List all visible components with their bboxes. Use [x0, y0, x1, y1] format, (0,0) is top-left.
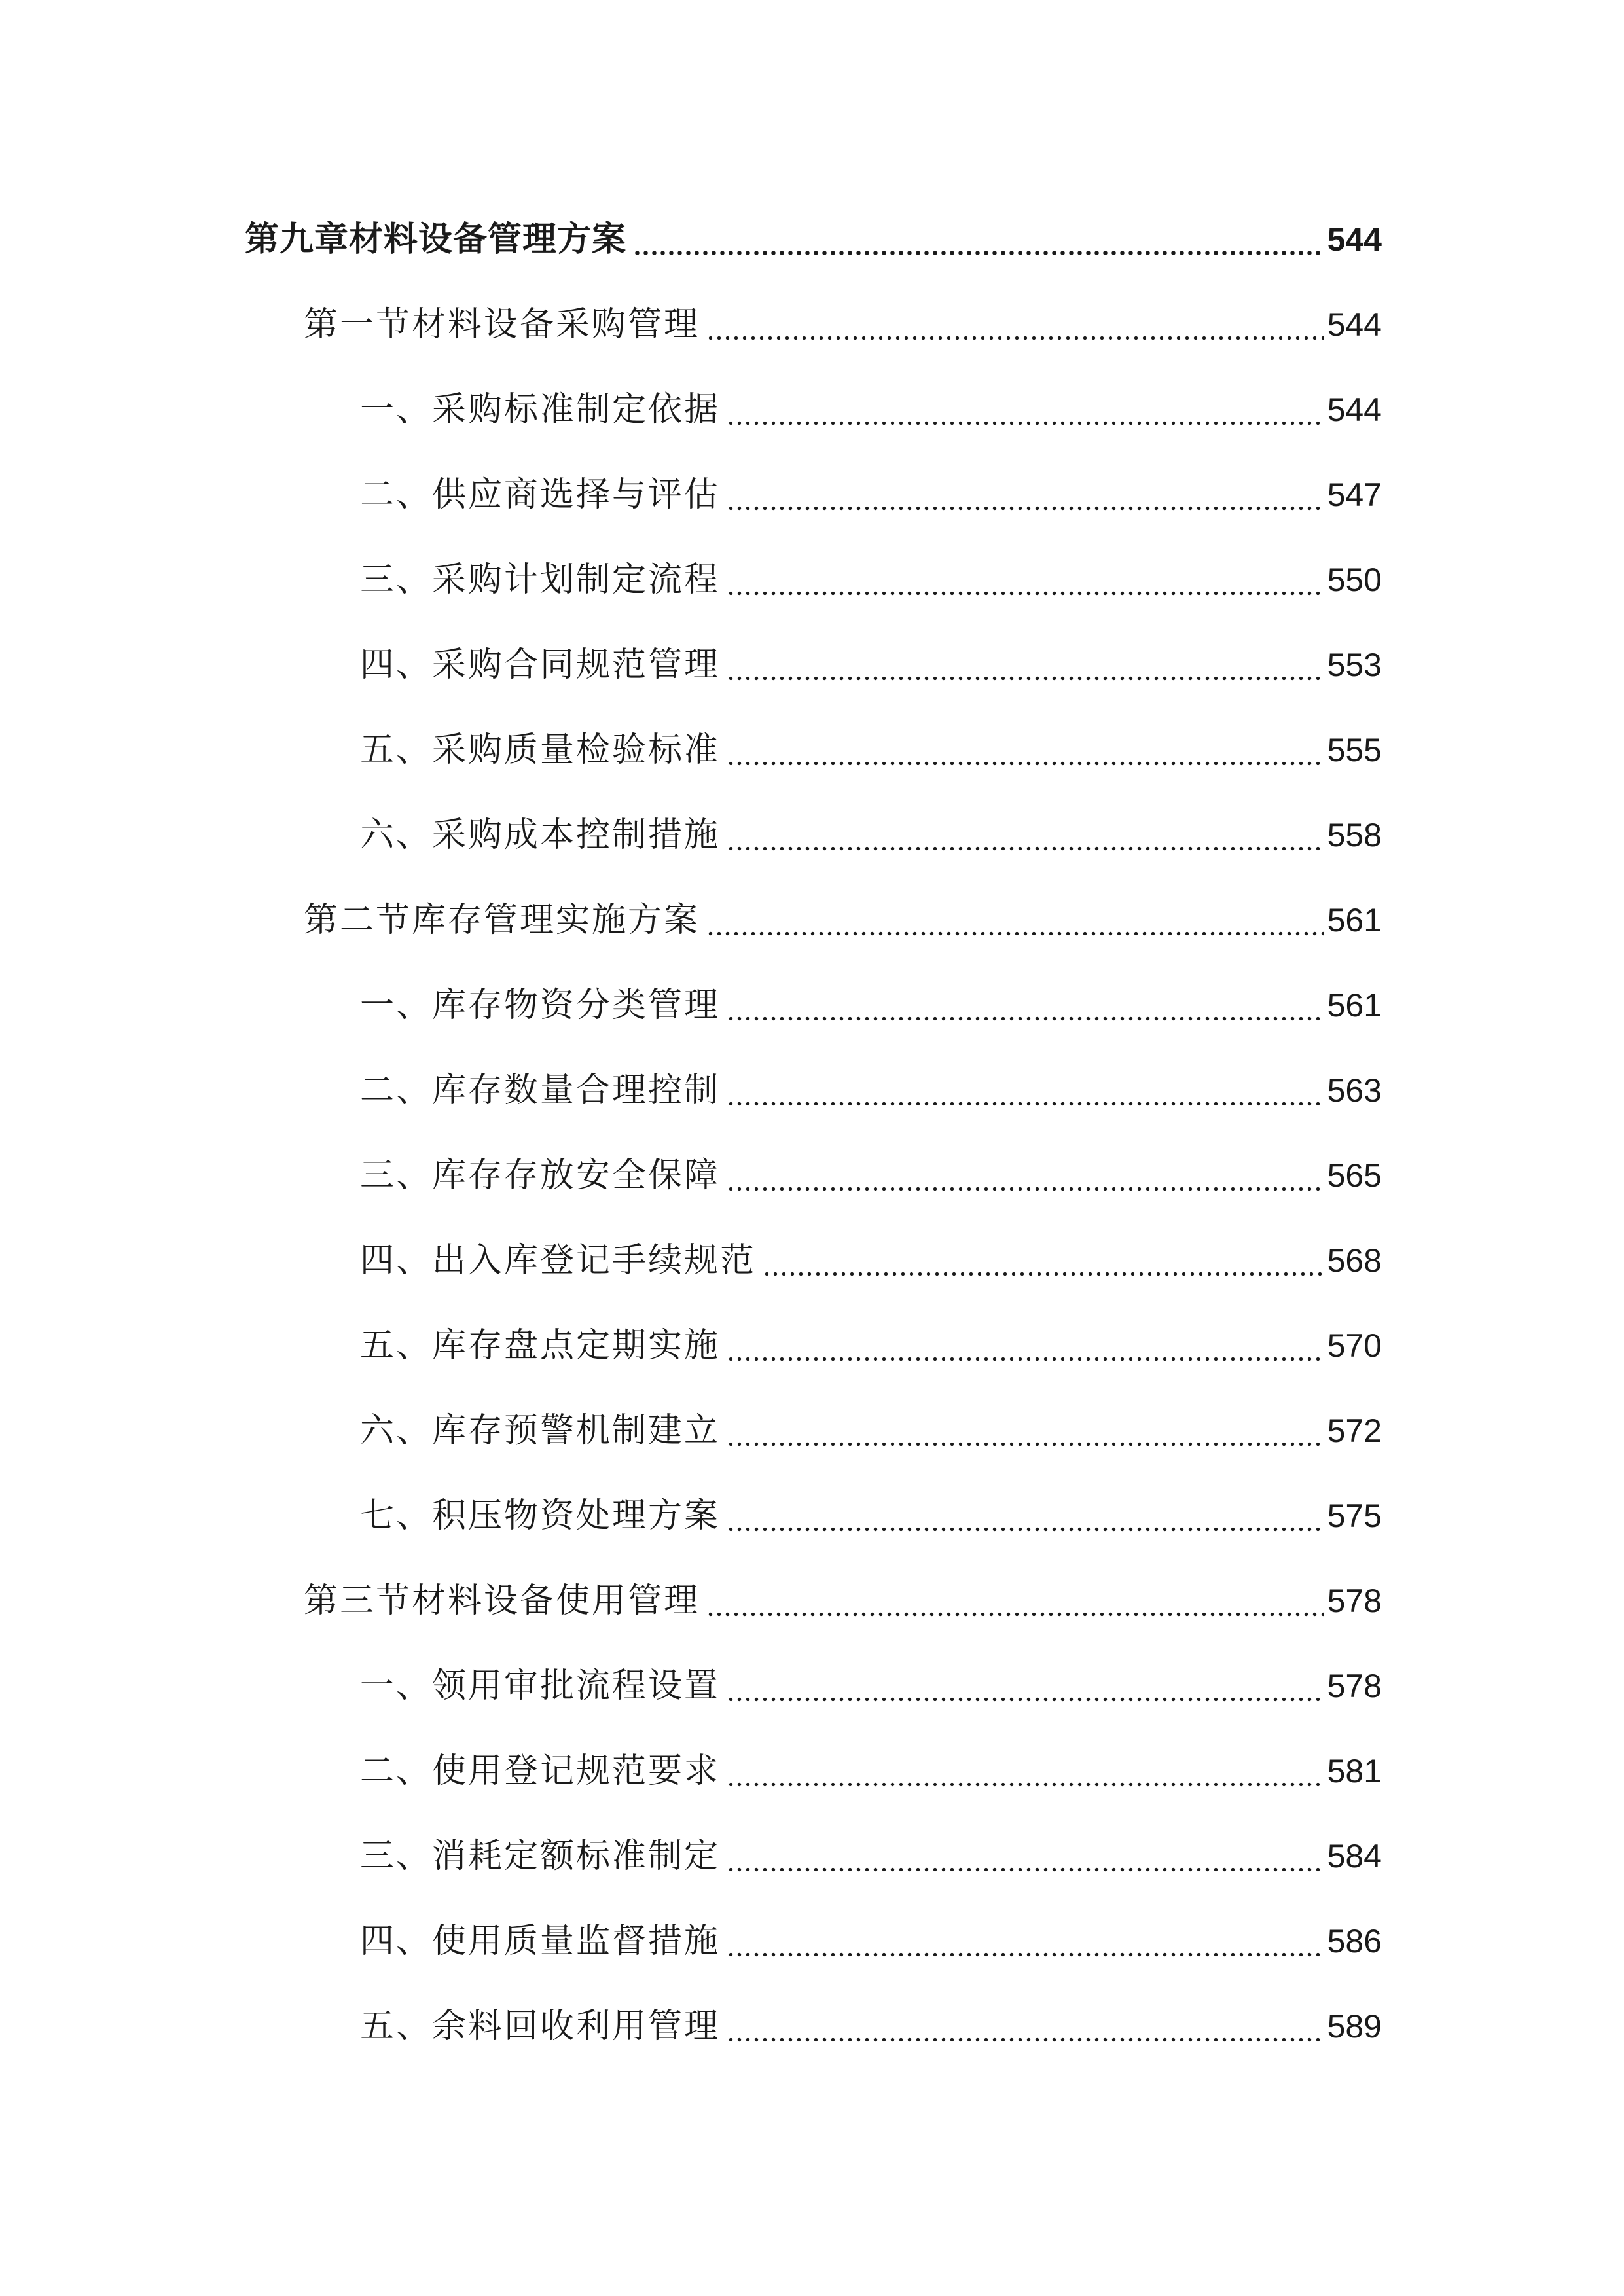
toc-title: 二、库存数量合理控制	[360, 1071, 721, 1110]
toc-dot-leader	[763, 1234, 1324, 1287]
toc-page-number: 553	[1327, 647, 1382, 683]
toc-dot-leader	[727, 1319, 1324, 1372]
toc-item[interactable]	[360, 469, 1382, 521]
toc-item[interactable]	[360, 1234, 1382, 1287]
toc-dot-leader	[727, 1660, 1324, 1712]
toc-section-1[interactable]	[304, 298, 1382, 351]
toc-item[interactable]	[360, 1830, 1382, 1882]
toc-title: 六、采购成本控制措施	[360, 816, 721, 855]
toc-title: 三、消耗定额标准制定	[360, 1837, 721, 1876]
toc-item[interactable]	[360, 1319, 1382, 1372]
toc-dot-leader	[727, 979, 1324, 1031]
toc-page-number: 575	[1327, 1498, 1382, 1534]
toc-page-number: 547	[1327, 476, 1382, 513]
toc-chapter-9[interactable]	[245, 213, 1382, 266]
toc-item[interactable]	[360, 809, 1382, 861]
toc-dot-leader	[727, 639, 1324, 691]
toc-title: 三、库存存放安全保障	[360, 1156, 721, 1195]
toc-dot-leader	[727, 1915, 1324, 1967]
toc-page-number: 558	[1327, 817, 1382, 853]
toc-title: 三、采购计划制定流程	[360, 560, 721, 600]
toc-dot-leader	[727, 809, 1324, 861]
toc-page-number: 563	[1327, 1072, 1382, 1109]
toc-dot-leader	[706, 1575, 1324, 1627]
toc-page-number: 544	[1327, 306, 1382, 343]
toc-item[interactable]	[360, 2000, 1382, 2053]
toc-page-number: 586	[1327, 1923, 1382, 1960]
toc-item[interactable]	[360, 554, 1382, 606]
toc-section-3[interactable]	[304, 1575, 1382, 1627]
toc-page-number: 544	[1327, 221, 1382, 258]
toc-item[interactable]	[360, 1745, 1382, 1797]
toc-title: 四、使用质量监督措施	[360, 1922, 721, 1961]
toc-title: 一、库存物资分类管理	[360, 986, 721, 1025]
toc-dot-leader	[727, 724, 1324, 776]
toc-title: 一、领用审批流程设置	[360, 1666, 721, 1706]
toc-title: 五、余料回收利用管理	[360, 2007, 721, 2046]
toc-title: 第一节材料设备采购管理	[304, 305, 700, 344]
toc-page-number: 555	[1327, 732, 1382, 768]
toc-item[interactable]	[360, 724, 1382, 776]
toc-dot-leader	[727, 1405, 1324, 1457]
toc-dot-leader	[727, 469, 1324, 521]
toc-dot-leader	[727, 1064, 1324, 1117]
toc-page-number: 581	[1327, 1753, 1382, 1789]
toc-item[interactable]	[360, 1064, 1382, 1117]
toc-item[interactable]	[360, 1660, 1382, 1712]
toc-item[interactable]	[360, 1490, 1382, 1542]
toc-title: 二、使用登记规范要求	[360, 1751, 721, 1791]
toc-dot-leader	[727, 1830, 1324, 1882]
toc-page-number: 561	[1327, 902, 1382, 939]
toc-title: 七、积压物资处理方案	[360, 1496, 721, 1535]
toc-dot-leader	[727, 2000, 1324, 2053]
toc-title: 第九章材料设备管理方案	[245, 220, 627, 259]
toc-item[interactable]	[360, 639, 1382, 691]
toc-page-number: 570	[1327, 1327, 1382, 1364]
toc-page-number: 550	[1327, 562, 1382, 598]
toc-page-number: 584	[1327, 1838, 1382, 1874]
toc-item[interactable]	[360, 1405, 1382, 1457]
toc-dot-leader	[727, 1149, 1324, 1202]
toc-page-number: 561	[1327, 987, 1382, 1024]
toc-title: 五、库存盘点定期实施	[360, 1326, 721, 1365]
toc-title: 第二节库存管理实施方案	[304, 901, 700, 940]
toc-page-number: 544	[1327, 391, 1382, 428]
toc-dot-leader	[706, 894, 1324, 946]
toc-dot-leader	[706, 298, 1324, 351]
toc-dot-leader	[633, 213, 1324, 266]
toc-dot-leader	[727, 1745, 1324, 1797]
toc-item[interactable]	[360, 384, 1382, 436]
toc-page-number: 578	[1327, 1668, 1382, 1704]
toc-title: 二、供应商选择与评估	[360, 475, 721, 514]
toc-item[interactable]	[360, 979, 1382, 1031]
toc-title: 第三节材料设备使用管理	[304, 1581, 700, 1621]
toc-page-number: 572	[1327, 1412, 1382, 1449]
toc-dot-leader	[727, 384, 1324, 436]
toc-title: 四、出入库登记手续规范	[360, 1241, 757, 1280]
toc-page-number: 589	[1327, 2008, 1382, 2045]
toc-page-number: 565	[1327, 1157, 1382, 1194]
toc-title: 四、采购合同规范管理	[360, 645, 721, 685]
toc-dot-leader	[727, 1490, 1324, 1542]
toc-item[interactable]	[360, 1149, 1382, 1202]
toc-item[interactable]	[360, 1915, 1382, 1967]
toc-page-number: 578	[1327, 1583, 1382, 1619]
toc-page-number: 568	[1327, 1242, 1382, 1279]
toc-title: 五、采购质量检验标准	[360, 730, 721, 770]
toc-title: 一、采购标准制定依据	[360, 390, 721, 429]
toc-dot-leader	[727, 554, 1324, 606]
toc-section-2[interactable]	[304, 894, 1382, 946]
toc-title: 六、库存预警机制建立	[360, 1411, 721, 1450]
